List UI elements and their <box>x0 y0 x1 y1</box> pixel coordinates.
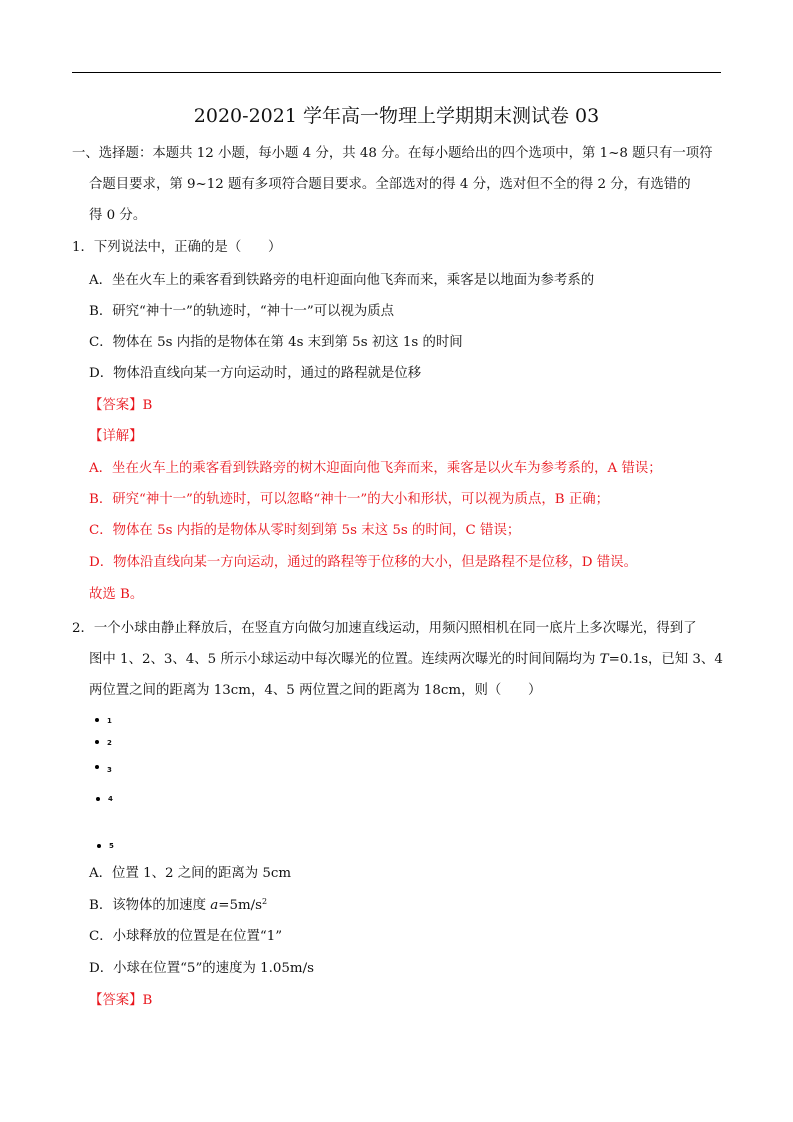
q1-explanation-b: B．研究“神十一”的轨迹时，可以忽略“神十一”的大小和形状，可以视为质点，B 正确； <box>89 492 609 507</box>
question-2 <box>72 621 697 637</box>
stem-text: =0.1s，已知 3、4 <box>608 652 723 667</box>
option-text: =5m/s <box>218 898 263 913</box>
q1-explanation-label: 【详解】 <box>89 429 143 444</box>
header-rule <box>72 72 721 73</box>
q2-answer: 【答案】B <box>89 993 153 1008</box>
q1-option-d: D．物体沿直线向某一方向运动时，通过的路程就是位移 <box>89 366 422 381</box>
ball-position-label: 4 <box>108 795 113 803</box>
ball-position-label: 5 <box>109 842 114 850</box>
section-heading-line2: 合题目要求，第 9~12 题有多项符合题目要求。全部选对的得 4 分，选对但不全的得 2 分，有选错的 <box>89 177 691 192</box>
question-2-stem-line3: 两位置之间的距离为 13cm，4、5 两位置之间的距离为 18cm，则（ ） <box>89 683 542 698</box>
question-2-stem-line2 <box>89 652 723 668</box>
question-1 <box>72 240 281 256</box>
q1-option-b: B．研究“神十一”的轨迹时，“神十一”可以视为质点 <box>89 304 395 319</box>
question-stem: 下列说法中，正确的是（ ） <box>93 240 282 255</box>
q1-option-a: A．坐在火车上的乘客看到铁路旁的电杆迎面向他飞奔而来，乘客是以地面为参考系的 <box>89 273 595 288</box>
section-heading-line1: 一、选择题：本题共 12 小题，每小题 4 分，共 48 分。在每小题给出的四个选项中，第 1~8 题只有一项符 <box>72 146 713 161</box>
ball-position-dot <box>95 740 99 744</box>
q2-option-d: D．小球在位置“5”的速度为 1.05m/s <box>89 961 315 976</box>
question-number: 2． <box>72 621 94 636</box>
question-stem-line1: 一个小球由静止释放后，在竖直方向做匀加速直线运动，用频闪照相机在同一底片上多次曝光，得到了 <box>93 621 697 636</box>
ball-position-dot <box>95 718 99 722</box>
q2-option-a: A．位置 1、2 之间的距离为 5cm <box>89 866 292 881</box>
q1-answer: 【答案】B <box>89 398 153 413</box>
stem-text: 图中 1、2、3、4、5 所示小球运动中每次曝光的位置。连续两次曝光的时间间隔均为 <box>89 652 600 667</box>
superscript: 2 <box>262 897 268 906</box>
q1-explanation-c: C．物体在 5s 内指的是物体从零时刻到第 5s 末这 5s 的时间，C 错误； <box>89 523 521 538</box>
question-number: 1． <box>72 240 94 255</box>
ball-position-dot <box>96 797 100 801</box>
ball-position-label: 3 <box>107 766 112 774</box>
q1-option-c: C．物体在 5s 内指的是物体在第 4s 末到第 5s 初这 1s 的时间 <box>89 335 463 350</box>
ball-position-label: 1 <box>107 717 112 725</box>
q2-option-c: C．小球释放的位置是在位置“1” <box>89 929 283 944</box>
ball-position-dot <box>95 765 99 769</box>
ball-position-dot <box>97 844 101 848</box>
page-title: 2020-2021 学年高一物理上学期期末测试卷 03 <box>193 105 600 127</box>
variable-a: a <box>210 898 219 913</box>
section-heading-line3: 得 0 分。 <box>89 208 147 223</box>
q1-explanation-a: A．坐在火车上的乘客看到铁路旁的树木迎面向他飞奔而来，乘客是以火车为参考系的，A 错误； <box>89 461 662 476</box>
variable-T: T <box>599 652 609 667</box>
ball-position-label: 2 <box>107 739 112 747</box>
q1-conclusion: 故选 B。 <box>89 587 144 602</box>
q2-option-b <box>89 898 267 914</box>
q1-explanation-d: D．物体沿直线向某一方向运动，通过的路程等于位移的大小，但是路程不是位移，D 错误。 <box>89 555 637 570</box>
option-text: B．该物体的加速度 <box>89 898 211 913</box>
